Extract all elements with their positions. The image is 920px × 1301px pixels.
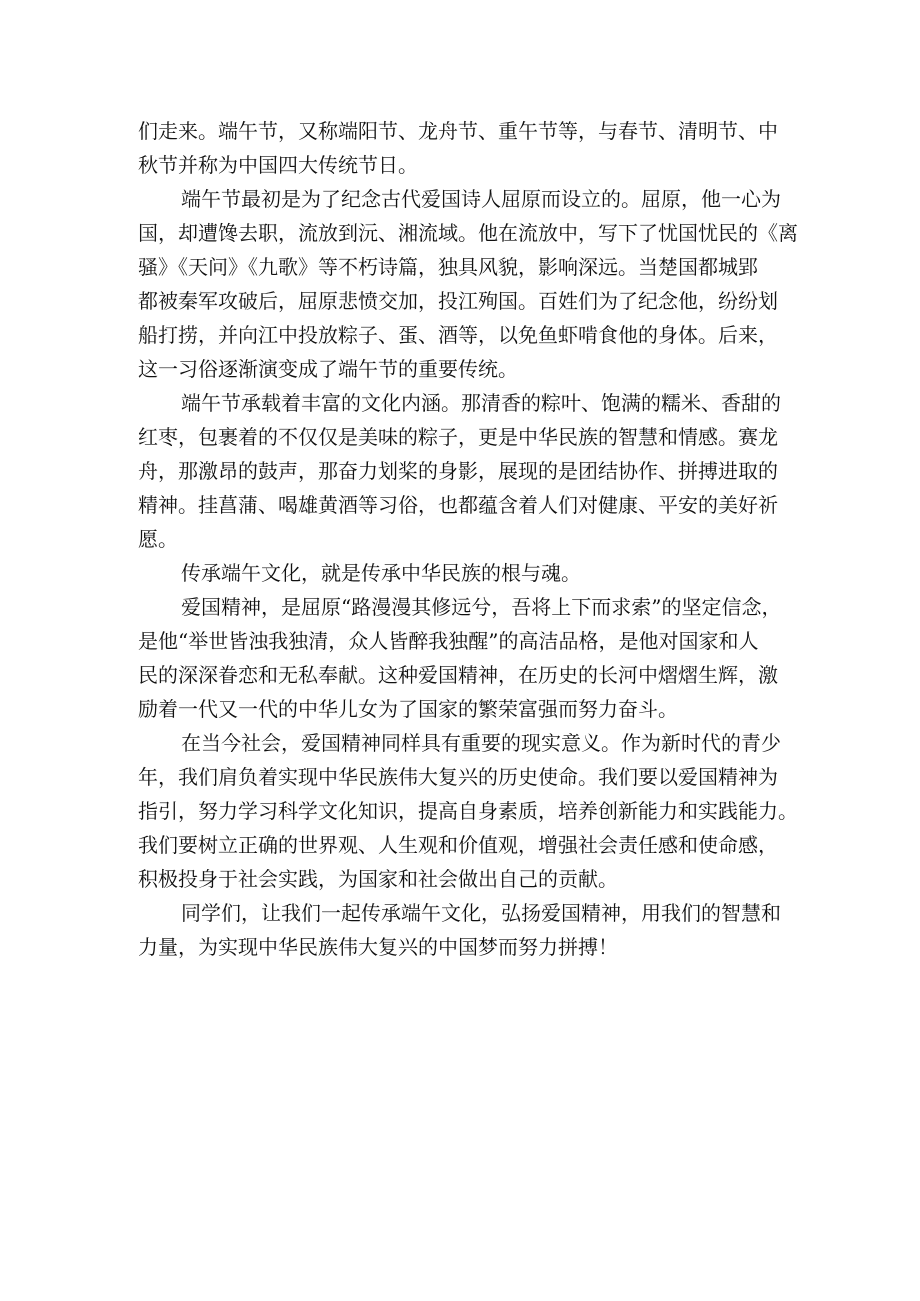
text-line: 积极投身于社会实践，为国家和社会做出自己的贡献。	[138, 867, 618, 891]
text-line: 愿。	[138, 527, 178, 551]
paragraph-first-line: 端午节承载着丰富的文化内涵。那清香的粽叶、饱满的糯米、香甜的	[181, 391, 781, 415]
text-line: 力量，为实现中华民族伟大复兴的中国梦而努力拼搏！	[138, 935, 618, 959]
text-line: 都被秦军攻破后，屈原悲愤交加，投江殉国。百姓们为了纪念他，纷纷划	[138, 289, 778, 313]
text-line: 是他“举世皆浊我独清，众人皆醉我独醒”的高洁品格，是他对国家和人	[138, 629, 759, 653]
text-line: 红枣，包裹着的不仅仅是美味的粽子，更是中华民族的智慧和情感。赛龙	[138, 425, 778, 449]
text-line: 秋节并称为中国四大传统节日。	[138, 153, 418, 177]
text-line: 骚》《天问》《九歌》等不朽诗篇，独具风貌，影响深远。当楚国都城郢	[138, 255, 758, 279]
paragraph-first-line: 爱国精神，是屈原“路漫漫其修远兮，吾将上下而求索”的坚定信念，	[181, 595, 782, 619]
essay-body	[138, 114, 798, 964]
text-line: 我们要树立正确的世界观、人生观和价值观，增强社会责任感和使命感，	[138, 833, 778, 857]
text-line: 民的深深眷恋和无私奉献。这种爱国精神，在历史的长河中熠熠生辉，激	[138, 663, 778, 687]
text-line: 精神。挂菖蒲、喝雄黄酒等习俗，也都蕴含着人们对健康、平安的美好祈	[138, 493, 778, 517]
text-line: 指引，努力学习科学文化知识，提高自身素质，培养创新能力和实践能力。	[138, 799, 798, 823]
text-line: 国，却遭馋去职，流放到沅、湘流域。他在流放中，写下了忧国忧民的《离	[138, 221, 798, 245]
text-line: 们走来。端午节，又称端阳节、龙舟节、重午节等，与春节、清明节、中	[138, 119, 778, 143]
text-line: 这一习俗逐渐演变成了端午节的重要传统。	[138, 357, 518, 381]
text-line: 舟，那激昂的鼓声，那奋力划桨的身影，展现的是团结协作、拼搏进取的	[138, 459, 778, 483]
text-line: 船打捞，并向江中投放粽子、蛋、酒等，以免鱼虾啃食他的身体。后来，	[138, 323, 778, 347]
text-line: 年，我们肩负着实现中华民族伟大复兴的历史使命。我们要以爱国精神为	[138, 765, 778, 789]
text-line: 励着一代又一代的中华儿女为了国家的繁荣富强而努力奋斗。	[138, 697, 678, 721]
paragraph-first-line: 端午节最初是为了纪念古代爱国诗人屈原而设立的。屈原，他一心为	[181, 187, 781, 211]
paragraph-first-line: 同学们，让我们一起传承端午文化，弘扬爱国精神，用我们的智慧和	[181, 901, 781, 925]
paragraph-first-line: 传承端午文化，就是传承中华民族的根与魂。	[181, 561, 581, 585]
paragraph-first-line: 在当今社会，爱国精神同样具有重要的现实意义。作为新时代的青少	[181, 731, 781, 755]
